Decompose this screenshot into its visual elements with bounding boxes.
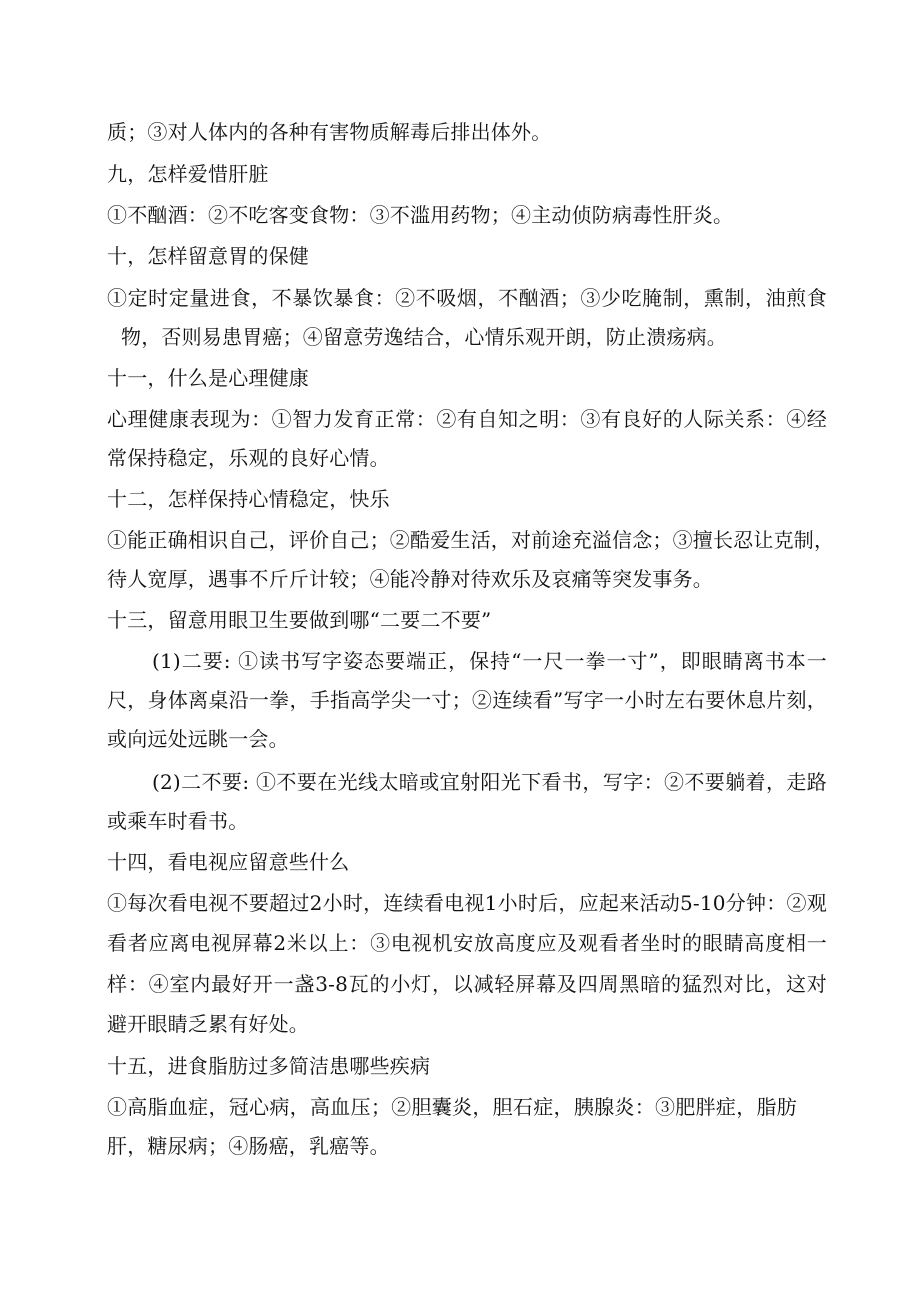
text-line: (2)二不要: ①不要在光线太暗或宜射阳光下看书，写字：②不要躺着，走路 — [152, 770, 827, 794]
section-heading: 十四，看电视应留意些什么 — [107, 850, 350, 874]
section-heading: 十二，怎样保持心情稳定，快乐 — [107, 487, 390, 511]
text-line: 肝，糖尿病；④肠癌，乳癌等。 — [107, 1134, 390, 1158]
text-line: 或乘车时看书。 — [107, 809, 249, 833]
text-line: 或向远处远眺一会。 — [107, 727, 289, 751]
text-line: 质；③对人体内的各种有害物质解毒后排出体外。 — [107, 120, 552, 144]
text-line: ①定时定量进食，不暴饮暴食：②不吸烟，不酗酒；③少吃腌制，熏制，油煎食 — [107, 286, 827, 310]
text-line: 待人宽厚，遇事不斤斤计较；④能冷静对待欢乐及哀痛等突发事务。 — [107, 567, 713, 591]
text-line: (1)二要: ①读书写字姿态要端正，保持“一尺一拳一寸”，即眼睛离书本一 — [152, 649, 827, 673]
section-heading: 十，怎样留意胃的保健 — [107, 244, 309, 268]
text-line: 避开眼睛乏累有好处。 — [107, 1012, 309, 1036]
text-line: 常保持稳定，乐观的良好心情。 — [107, 446, 390, 470]
text-line: 样：④室内最好开一盏3-8瓦的小灯，以减轻屏幕及四周黑暗的猛烈对比，这对 — [107, 972, 827, 996]
text-line: ①高脂血症，冠心病，高血压；②胆囊炎，胆石症，胰腺炎：③肥胖症，脂肪 — [107, 1095, 797, 1119]
section-heading: 十五，进食脂肪过多简洁患哪些疾病 — [107, 1054, 431, 1078]
text-line: ①能正确相识自己，评价自己；②酷爱生活，对前途充溢信念；③擅长忍让克制， — [107, 528, 835, 552]
text-line: 物，否则易患胃癌；④留意劳逸结合，心情乐观开朗，防止溃疡病。 — [121, 325, 727, 349]
section-heading: 九，怎样爱惜肝脏 — [107, 162, 269, 186]
section-heading: 十一，什么是心理健康 — [107, 366, 309, 390]
text-line: 心理健康表现为：①智力发育正常：②有自知之明：③有良好的人际关系：④经 — [107, 407, 827, 431]
text-line: 看者应离电视屏幕2米以上：③电视机安放高度应及观看者坐时的眼睛高度相一 — [107, 931, 827, 955]
text-line: ①每次看电视不要超过2小时，连续看电视1小时后，应起来活动5-10分钟：②观 — [107, 891, 827, 915]
text-line: ①不酗酒：②不吃客变食物：③不滥用药物；④主动侦防病毒性肝炎。 — [107, 203, 734, 227]
section-heading: 十三，留意用眼卫生要做到哪“二要二不要” — [107, 608, 492, 632]
text-line: 尺，身体离桌沿一拳，手指高学尖一寸；②连续看”写字一小时左右要休息片刻， — [107, 688, 827, 712]
